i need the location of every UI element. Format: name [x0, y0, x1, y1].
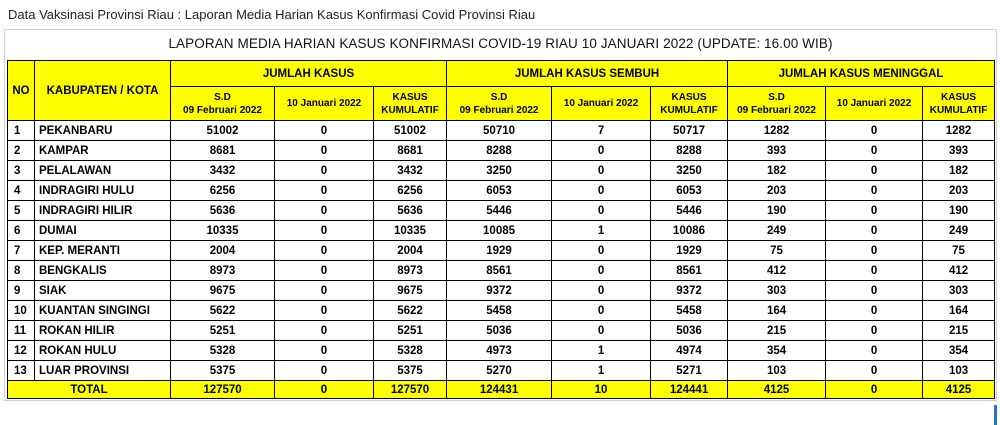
deaths-cumulative-prev: 164 [728, 301, 826, 321]
cases-cumulative-prev: 5636 [171, 201, 275, 221]
deaths-cumulative-prev: 203 [728, 181, 826, 201]
header-cumulative: KASUS KUMULATIF [374, 87, 447, 121]
recovered-daily: 0 [552, 161, 651, 181]
deaths-cumulative: 164 [923, 301, 995, 321]
deaths-daily: 0 [826, 221, 923, 241]
recovered-cumulative-prev: 1929 [447, 241, 552, 261]
row-number: 1 [8, 121, 35, 141]
recovered-cumulative-prev: 6053 [447, 181, 552, 201]
region-name: LUAR PROVINSI [35, 361, 171, 381]
cases-daily: 0 [275, 121, 374, 141]
cases-cumulative-prev: 8681 [171, 141, 275, 161]
cases-cumulative: 10335 [374, 221, 447, 241]
row-number: 6 [8, 221, 35, 241]
table-row [8, 141, 995, 161]
row-number: 4 [8, 181, 35, 201]
region-name: KAMPAR [35, 141, 171, 161]
region-name: PELALAWAN [35, 161, 171, 181]
cases-cumulative: 5375 [374, 361, 447, 381]
row-number: 3 [8, 161, 35, 181]
recovered-cumulative: 9372 [651, 281, 728, 301]
deaths-cumulative-prev: 249 [728, 221, 826, 241]
header-sd: S.D 09 Februari 2022 [171, 87, 275, 121]
deaths-cumulative: 103 [923, 361, 995, 381]
cases-cumulative-prev: 5622 [171, 301, 275, 321]
recovered-cumulative-prev: 5270 [447, 361, 552, 381]
total-recovered-cumulative-prev: 124431 [447, 381, 552, 399]
region-name: INDRAGIRI HILIR [35, 201, 171, 221]
header-daily: 10 Januari 2022 [552, 87, 651, 121]
recovered-cumulative-prev: 50710 [447, 121, 552, 141]
deaths-cumulative: 182 [923, 161, 995, 181]
deaths-cumulative-prev: 412 [728, 261, 826, 281]
cases-cumulative-prev: 5251 [171, 321, 275, 341]
cases-cumulative: 5328 [374, 341, 447, 361]
deaths-cumulative-prev: 75 [728, 241, 826, 261]
deaths-daily: 0 [826, 141, 923, 161]
deaths-cumulative: 303 [923, 281, 995, 301]
cases-cumulative: 5251 [374, 321, 447, 341]
cases-cumulative-prev: 9675 [171, 281, 275, 301]
deaths-cumulative: 75 [923, 241, 995, 261]
total-cases-cumulative-prev: 127570 [171, 381, 275, 399]
table-body [8, 121, 995, 381]
cases-daily: 0 [275, 241, 374, 261]
cases-daily: 0 [275, 201, 374, 221]
deaths-cumulative: 354 [923, 341, 995, 361]
recovered-daily: 0 [552, 301, 651, 321]
cases-cumulative: 9675 [374, 281, 447, 301]
deaths-cumulative-prev: 354 [728, 341, 826, 361]
header-group-kasus: JUMLAH KASUS [171, 61, 447, 87]
recovered-cumulative-prev: 5446 [447, 201, 552, 221]
cases-daily: 0 [275, 281, 374, 301]
recovered-cumulative-prev: 5458 [447, 301, 552, 321]
deaths-cumulative-prev: 1282 [728, 121, 826, 141]
header-sd: S.D 09 Februari 2022 [447, 87, 552, 121]
row-number: 8 [8, 261, 35, 281]
header-daily: 10 Januari 2022 [826, 87, 923, 121]
cases-cumulative: 2004 [374, 241, 447, 261]
deaths-daily: 0 [826, 341, 923, 361]
header-group-sembuh: JUMLAH KASUS SEMBUH [447, 61, 728, 87]
header-kabupaten: KABUPATEN / KOTA [35, 61, 171, 121]
cases-cumulative: 3432 [374, 161, 447, 181]
region-name: ROKAN HULU [35, 341, 171, 361]
deaths-cumulative-prev: 182 [728, 161, 826, 181]
cases-cumulative: 5622 [374, 301, 447, 321]
deaths-cumulative: 1282 [923, 121, 995, 141]
cases-daily: 0 [275, 301, 374, 321]
header-no: NO [8, 61, 35, 121]
header-cumulative: KASUS KUMULATIF [651, 87, 728, 121]
recovered-cumulative: 50717 [651, 121, 728, 141]
recovered-cumulative: 5458 [651, 301, 728, 321]
table-row [8, 201, 995, 221]
recovered-cumulative: 5036 [651, 321, 728, 341]
recovered-cumulative: 10086 [651, 221, 728, 241]
table-row [8, 161, 995, 181]
total-deaths-cumulative-prev: 4125 [728, 381, 826, 399]
recovered-cumulative-prev: 5036 [447, 321, 552, 341]
deaths-daily: 0 [826, 181, 923, 201]
row-number: 2 [8, 141, 35, 161]
deaths-daily: 0 [826, 361, 923, 381]
table-row [8, 181, 995, 201]
deaths-cumulative: 215 [923, 321, 995, 341]
row-number: 10 [8, 301, 35, 321]
cases-cumulative-prev: 5375 [171, 361, 275, 381]
header-daily: 10 Januari 2022 [275, 87, 374, 121]
cases-daily: 0 [275, 181, 374, 201]
cases-cumulative-prev: 3432 [171, 161, 275, 181]
recovered-daily: 0 [552, 281, 651, 301]
cases-cumulative: 6256 [374, 181, 447, 201]
scroll-indicator [994, 405, 997, 425]
cases-cumulative: 5636 [374, 201, 447, 221]
deaths-cumulative-prev: 303 [728, 281, 826, 301]
recovered-cumulative: 8288 [651, 141, 728, 161]
recovered-daily: 1 [552, 341, 651, 361]
recovered-cumulative: 5446 [651, 201, 728, 221]
report-table [7, 60, 995, 399]
deaths-daily: 0 [826, 161, 923, 181]
deaths-daily: 0 [826, 241, 923, 261]
total-cases-cumulative: 127570 [374, 381, 447, 399]
recovered-daily: 0 [552, 241, 651, 261]
recovered-daily: 0 [552, 201, 651, 221]
row-number: 12 [8, 341, 35, 361]
recovered-cumulative: 8561 [651, 261, 728, 281]
deaths-daily: 0 [826, 321, 923, 341]
cases-daily: 0 [275, 261, 374, 281]
recovered-cumulative-prev: 9372 [447, 281, 552, 301]
region-name: KEP. MERANTI [35, 241, 171, 261]
cases-cumulative: 51002 [374, 121, 447, 141]
row-number: 9 [8, 281, 35, 301]
cases-cumulative: 8973 [374, 261, 447, 281]
recovered-cumulative-prev: 4973 [447, 341, 552, 361]
total-cases-daily: 0 [275, 381, 374, 399]
table-row [8, 261, 995, 281]
recovered-cumulative-prev: 3250 [447, 161, 552, 181]
cases-daily: 0 [275, 221, 374, 241]
cases-cumulative-prev: 5328 [171, 341, 275, 361]
recovered-daily: 7 [552, 121, 651, 141]
page-caption: Data Vaksinasi Provinsi Riau : Laporan Media Harian Kasus Konfirmasi Covid Provinsi Riau [8, 7, 536, 22]
total-recovered-cumulative: 124441 [651, 381, 728, 399]
region-name: SIAK [35, 281, 171, 301]
total-deaths-cumulative: 4125 [923, 381, 995, 399]
deaths-cumulative-prev: 190 [728, 201, 826, 221]
recovered-cumulative-prev: 8288 [447, 141, 552, 161]
table-header [8, 61, 995, 121]
row-number: 13 [8, 361, 35, 381]
cases-daily: 0 [275, 141, 374, 161]
recovered-daily: 0 [552, 261, 651, 281]
total-row [8, 381, 995, 399]
cases-daily: 0 [275, 361, 374, 381]
deaths-daily: 0 [826, 281, 923, 301]
total-recovered-daily: 10 [552, 381, 651, 399]
recovered-cumulative-prev: 10085 [447, 221, 552, 241]
deaths-daily: 0 [826, 201, 923, 221]
cases-cumulative: 8681 [374, 141, 447, 161]
recovered-daily: 0 [552, 181, 651, 201]
region-name: ROKAN HILIR [35, 321, 171, 341]
table-row [8, 361, 995, 381]
table-row [8, 241, 995, 261]
row-number: 11 [8, 321, 35, 341]
deaths-cumulative: 412 [923, 261, 995, 281]
total-deaths-daily: 0 [826, 381, 923, 399]
region-name: BENGKALIS [35, 261, 171, 281]
row-number: 7 [8, 241, 35, 261]
cases-cumulative-prev: 6256 [171, 181, 275, 201]
header-sd: S.D 09 Februari 2022 [728, 87, 826, 121]
deaths-daily: 0 [826, 261, 923, 281]
table-row [8, 221, 995, 241]
deaths-cumulative: 249 [923, 221, 995, 241]
deaths-cumulative-prev: 215 [728, 321, 826, 341]
recovered-daily: 1 [552, 361, 651, 381]
cases-cumulative-prev: 51002 [171, 121, 275, 141]
deaths-cumulative-prev: 103 [728, 361, 826, 381]
table-row [8, 341, 995, 361]
recovered-daily: 0 [552, 321, 651, 341]
region-name: PEKANBARU [35, 121, 171, 141]
report-title: LAPORAN MEDIA HARIAN KASUS KONFIRMASI COVID-19 RIAU 10 JANUARI 2022 (UPDATE: 16.00 WIB) [168, 36, 833, 51]
cases-daily: 0 [275, 341, 374, 361]
deaths-daily: 0 [826, 121, 923, 141]
region-name: DUMAI [35, 221, 171, 241]
cases-daily: 0 [275, 161, 374, 181]
recovered-daily: 1 [552, 221, 651, 241]
table-row [8, 121, 995, 141]
recovered-cumulative: 6053 [651, 181, 728, 201]
cases-daily: 0 [275, 321, 374, 341]
header-group-meninggal: JUMLAH KASUS MENINGGAL [728, 61, 995, 87]
row-number: 5 [8, 201, 35, 221]
header-cumulative: KASUS KUMULATIF [923, 87, 995, 121]
recovered-daily: 0 [552, 141, 651, 161]
region-name: KUANTAN SINGINGI [35, 301, 171, 321]
table-row [8, 321, 995, 341]
region-name: INDRAGIRI HULU [35, 181, 171, 201]
report-frame [4, 29, 997, 401]
table-row [8, 281, 995, 301]
recovered-cumulative: 3250 [651, 161, 728, 181]
cases-cumulative-prev: 10335 [171, 221, 275, 241]
deaths-cumulative: 190 [923, 201, 995, 221]
recovered-cumulative-prev: 8561 [447, 261, 552, 281]
deaths-cumulative: 203 [923, 181, 995, 201]
recovered-cumulative: 5271 [651, 361, 728, 381]
recovered-cumulative: 1929 [651, 241, 728, 261]
cases-cumulative-prev: 2004 [171, 241, 275, 261]
recovered-cumulative: 4974 [651, 341, 728, 361]
total-label: TOTAL [8, 381, 171, 399]
table-row [8, 301, 995, 321]
cases-cumulative-prev: 8973 [171, 261, 275, 281]
deaths-cumulative-prev: 393 [728, 141, 826, 161]
deaths-daily: 0 [826, 301, 923, 321]
deaths-cumulative: 393 [923, 141, 995, 161]
